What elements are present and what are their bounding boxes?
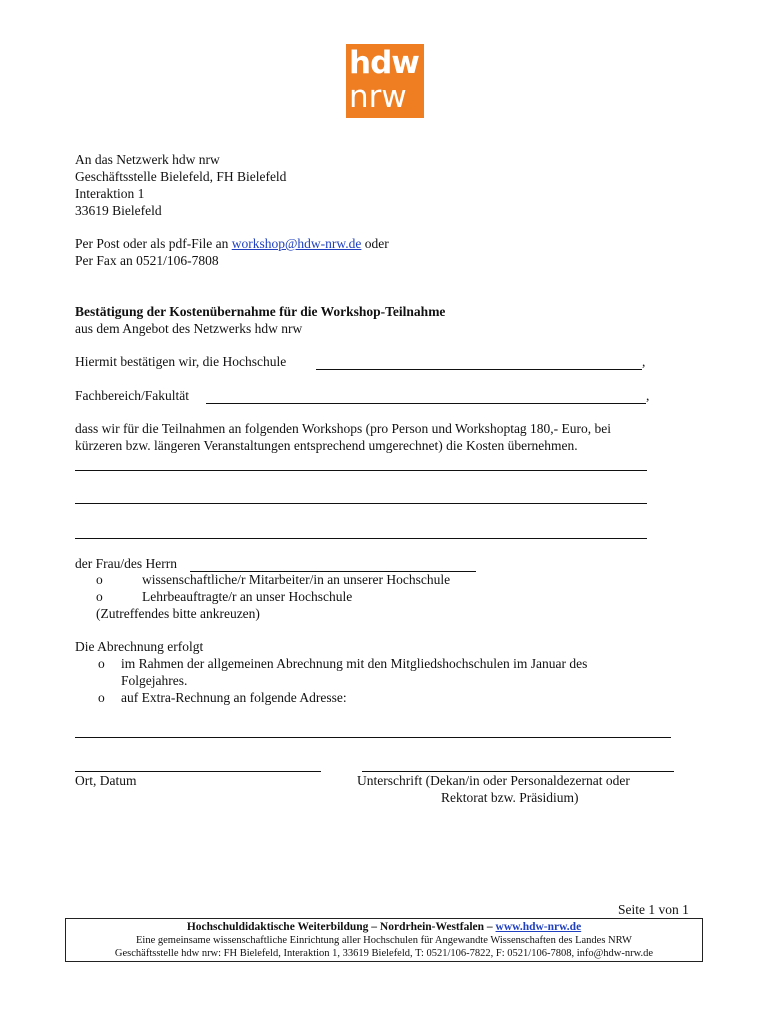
billing-option-1-line-1: im Rahmen der allgemeinen Abrechnung mit den Mitgliedshochschulen im Januar des [121,656,588,671]
hochschule-field[interactable] [316,369,642,370]
footer-line-1 [66,921,702,934]
logo-text-line2: nrw [349,79,407,115]
billing-checkbox-1[interactable]: o [98,656,105,671]
option-label-1: wissenschaftliche/r Mitarbeiter/in an unserer Hochschule [142,572,451,587]
address-line-4: 33619 Bielefeld [75,203,162,218]
footer-title: Hochschuldidaktische Weiterbildung – Nordrhein-Westfalen – [186,921,493,933]
footer-line-2: Eine gemeinsame wissenschaftliche Einrichtung aller Hochschulen für Angewandte Wissenschaften des Landes NRW [136,935,632,946]
email-link[interactable]: workshop@hdw-nrw.de [231,236,362,251]
cost-text-line-1: dass wir für die Teilnahmen an folgenden Workshops (pro Person und Workshoptag 180,- Euro, bei [75,421,612,436]
place-date-field[interactable] [75,771,321,772]
fachbereich-field[interactable] [206,403,646,404]
billing-checkbox-2[interactable]: o [98,690,105,705]
workshop-field-1[interactable] [75,470,647,471]
place-date-label: Ort, Datum [75,773,137,788]
workshop-field-2[interactable] [75,503,647,504]
fax-line: Per Fax an 0521/106-7808 [75,253,219,268]
address-line-1: An das Netzwerk hdw nrw [75,152,220,167]
fachbereich-comma: , [646,388,650,403]
send-instructions [75,236,389,252]
send-suffix: oder [364,236,389,251]
logo-text-line1: hdw [349,45,419,81]
address-line-3: Interaktion 1 [75,186,145,201]
signature-label-line-2: Rektorat bzw. Präsidium) [441,790,579,805]
document-title: Bestätigung der Kostenübernahme für die Workshop-Teilnahme [75,304,446,319]
signature-label-line-1: Unterschrift (Dekan/in oder Personaldezernat oder [357,773,630,788]
footer-line-3: Geschäftsstelle hdw nrw: FH Bielefeld, Interaktion 1, 33619 Bielefeld, T: 0521/106-7822, F: 0521/106-7808, info@hdw-nrw.de [114,948,654,959]
address-line-2: Geschäftsstelle Bielefeld, FH Bielefeld [75,169,287,184]
document-subtitle: aus dem Angebot des Netzwerks hdw nrw [75,321,303,336]
billing-option-1-line-2: Folgejahres. [121,673,188,688]
option-label-2: Lehrbeauftragte/r an unser Hochschule [142,589,353,604]
option-hint: (Zutreffendes bitte ankreuzen) [96,606,260,621]
page-number: Seite 1 von 1 [618,902,689,917]
cost-text-line-2: kürzeren bzw. längeren Veranstaltungen entsprechend umgerechnet) die Kosten übernehmen. [75,438,578,453]
signature-field[interactable] [362,771,674,772]
fachbereich-label: Fachbereich/Fakultät [75,388,189,403]
hochschule-comma: , [642,354,646,369]
option-checkbox-2[interactable]: o [96,589,103,604]
billing-address-field[interactable] [75,737,671,738]
footer-box [65,918,703,962]
option-checkbox-1[interactable]: o [96,572,103,587]
send-prefix: Per Post oder als pdf-File an [75,236,229,251]
billing-option-2: auf Extra-Rechnung an folgende Adresse: [121,690,347,705]
workshop-field-3[interactable] [75,538,647,539]
billing-label: Die Abrechnung erfolgt [75,639,204,654]
hdw-nrw-logo [346,44,424,118]
hochschule-label: Hiermit bestätigen wir, die Hochschule [75,354,287,369]
footer-website-link[interactable]: www.hdw-nrw.de [495,921,582,933]
person-label: der Frau/des Herrn [75,556,177,571]
